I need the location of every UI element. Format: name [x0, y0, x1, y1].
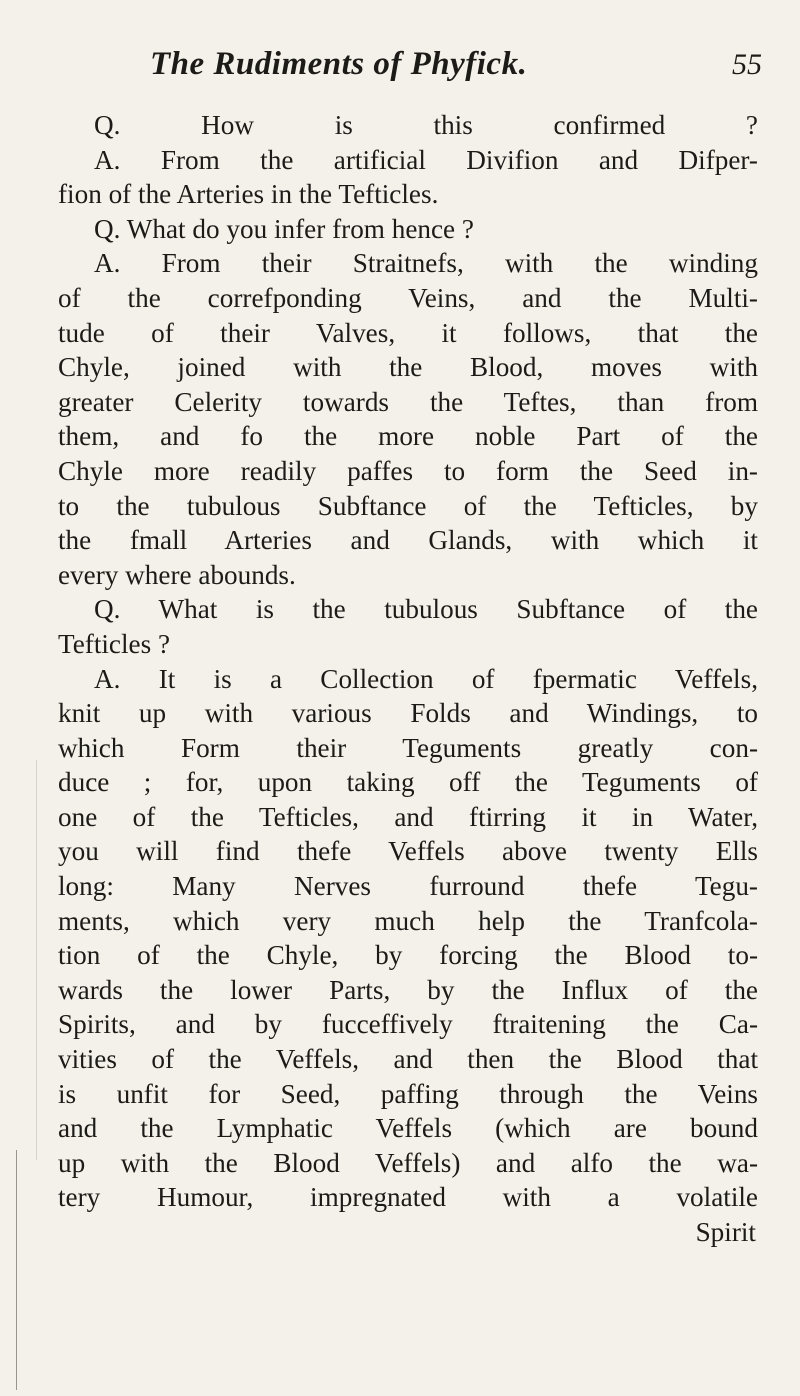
- text-line: fion of the Arteries in the Tefticles.: [58, 179, 439, 210]
- text-line: tion of the Chyle, by forcing the Blood to-: [58, 940, 758, 971]
- text-line: ments, which very much help the Tranfcola-: [58, 905, 758, 936]
- text-line: Q. How is this confirmed ?: [94, 110, 758, 140]
- text-line: A. From their Straitnefs, with the winding: [94, 248, 758, 279]
- page-edge-line: [16, 1150, 17, 1390]
- running-head: [150, 46, 770, 83]
- text-line: one of the Tefticles, and ftirring it in Water,: [58, 801, 758, 832]
- text-line: greater Celerity towards the Teftes, than from: [58, 386, 758, 417]
- text-line: and the Lymphatic Veffels (which are bound: [58, 1113, 758, 1144]
- page-number: 55: [732, 48, 762, 81]
- text-line: vities of the Veffels, and then the Blood that: [58, 1044, 758, 1075]
- text-line: is unfit for Seed, paffing through the Veins: [58, 1078, 758, 1109]
- text-line: long: Many Nerves furround thefe Tegu-: [58, 871, 758, 902]
- text-line: A. It is a Collection of fpermatic Veffels,: [94, 663, 758, 694]
- running-title: The Rudiments of Phyfick.: [150, 46, 528, 82]
- page-edge-shadow: [36, 760, 37, 1160]
- text-line: which Form their Teguments greatly con-: [58, 732, 758, 763]
- text-line: knit up with various Folds and Windings, to: [58, 698, 758, 729]
- text-line: A. From the artificial Divifion and Difper-: [94, 144, 758, 175]
- text-line: you will find thefe Veffels above twenty Ells: [58, 836, 758, 867]
- text-line: the fmall Arteries and Glands, with which it: [58, 525, 758, 556]
- text-line: Spirits, and by fucceffively ftraitening the Ca-: [58, 1009, 758, 1040]
- text-line: duce ; for, upon taking off the Teguments of: [58, 767, 758, 798]
- text-line: of the correfponding Veins, and the Multi-: [58, 282, 758, 313]
- text-line: Chyle more readily paffes to form the Seed in-: [58, 455, 758, 486]
- catchword: Spirit: [695, 1217, 756, 1247]
- text-line: wards the lower Parts, by the Influx of the: [58, 974, 758, 1005]
- text-line: every where abounds.: [58, 559, 296, 590]
- text-line: them, and fo the more noble Part of the: [58, 421, 758, 452]
- body-text: [58, 108, 758, 1250]
- text-line: Q. What is the tubulous Subftance of the: [94, 594, 758, 625]
- text-line: tude of their Valves, it follows, that the: [58, 317, 758, 348]
- text-line: to the tubulous Subftance of the Tefticles, by: [58, 490, 758, 521]
- text-line: up with the Blood Veffels) and alfo the wa-: [58, 1147, 758, 1178]
- text-line: Tefticles ?: [58, 628, 171, 659]
- text-line: tery Humour, impregnated with a volatile: [58, 1182, 758, 1213]
- text-line: Chyle, joined with the Blood, moves with: [58, 352, 758, 383]
- text-line: Q. What do you infer from hence ?: [94, 213, 474, 244]
